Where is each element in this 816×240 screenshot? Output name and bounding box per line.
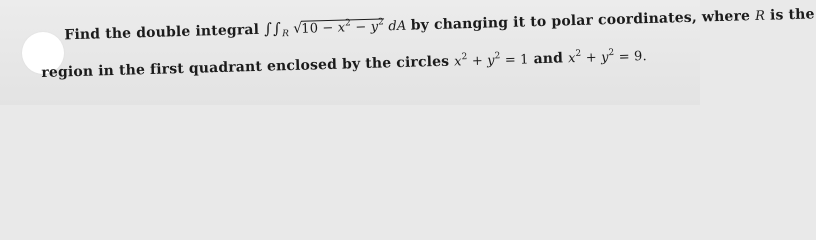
- intro-text: Find the double integral: [64, 21, 260, 44]
- problem-statement: [40, 4, 815, 81]
- tail-text: is the: [764, 6, 815, 24]
- differential: dA: [388, 18, 407, 35]
- and-text: and: [528, 50, 569, 68]
- integral-symbol: ∫: [272, 19, 282, 38]
- region-variable: R: [754, 8, 766, 25]
- rest-text: by changing it to polar coordinates, where: [410, 8, 756, 34]
- radicand: $10 - x^2 - y^2$: [301, 17, 385, 37]
- circle-equation-2: $x^2 + y^2 = 9$.: [567, 47, 647, 67]
- problem-line-2: [41, 47, 647, 83]
- problem-line-1: [64, 4, 815, 45]
- double-integral: [264, 19, 411, 38]
- sqrt-symbol: √: [293, 20, 303, 37]
- region-description: region in the first quadrant enclosed by the circles: [41, 53, 455, 81]
- page: [0, 0, 815, 105]
- region-subscript: R: [282, 29, 290, 40]
- integral-symbol: ∫: [263, 19, 273, 38]
- circle-equation-1: $x^2 + y^2 = 1$: [454, 51, 529, 70]
